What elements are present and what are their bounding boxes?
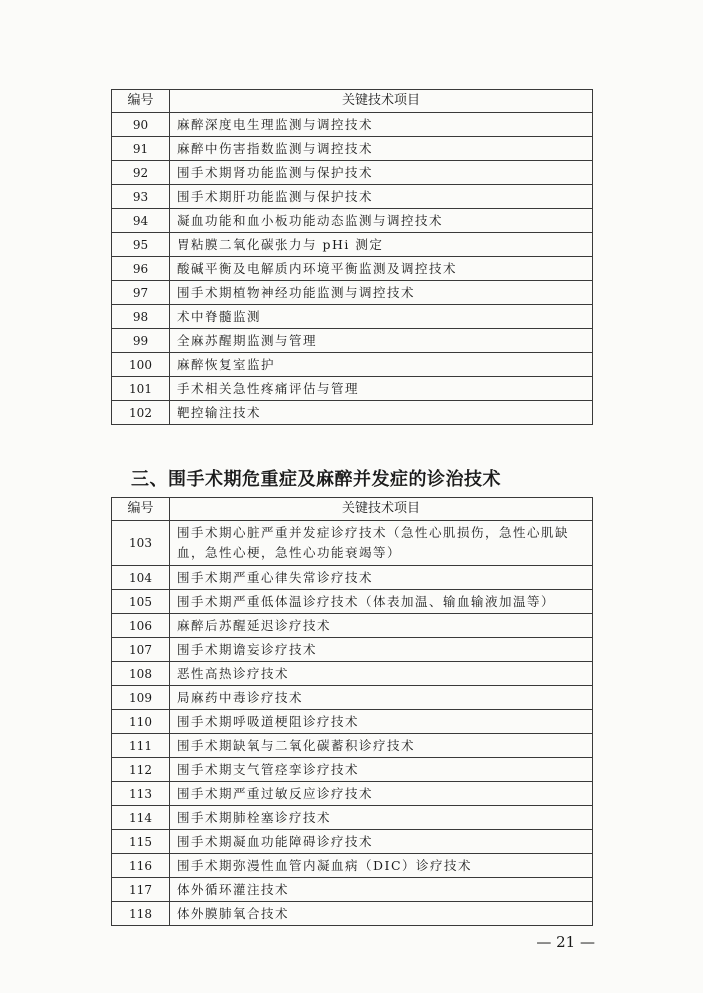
row-number: 93 [112, 185, 170, 209]
table-row [112, 686, 593, 710]
row-number: 92 [112, 161, 170, 185]
row-number: 109 [112, 686, 170, 710]
row-technology: 围手术期肺栓塞诊疗技术 [170, 806, 593, 830]
row-number: 99 [112, 329, 170, 353]
table-row [112, 161, 593, 185]
row-number: 113 [112, 782, 170, 806]
technology-table-1 [111, 89, 593, 425]
table-row [112, 782, 593, 806]
table-header-row [112, 90, 593, 113]
row-technology: 围手术期肝功能监测与保护技术 [170, 185, 593, 209]
table-row [112, 353, 593, 377]
column-header-technology: 关键技术项目 [170, 90, 593, 113]
table-row [112, 806, 593, 830]
table-row [112, 854, 593, 878]
row-technology: 酸碱平衡及电解质内环境平衡监测及调控技术 [170, 257, 593, 281]
table-row [112, 329, 593, 353]
row-technology: 围手术期缺氧与二氧化碳蓄积诊疗技术 [170, 734, 593, 758]
table-row [112, 281, 593, 305]
row-number: 110 [112, 710, 170, 734]
row-number: 116 [112, 854, 170, 878]
row-technology: 麻醉中伤害指数监测与调控技术 [170, 137, 593, 161]
row-technology: 围手术期谵妄诊疗技术 [170, 638, 593, 662]
row-technology: 围手术期呼吸道梗阻诊疗技术 [170, 710, 593, 734]
row-technology: 围手术期支气管痉挛诊疗技术 [170, 758, 593, 782]
row-number: 118 [112, 902, 170, 926]
row-technology: 围手术期植物神经功能监测与调控技术 [170, 281, 593, 305]
column-header-number: 编号 [112, 498, 170, 521]
table-header-row [112, 498, 593, 521]
row-number: 112 [112, 758, 170, 782]
table-row [112, 758, 593, 782]
row-number: 101 [112, 377, 170, 401]
table-row [112, 614, 593, 638]
column-header-number: 编号 [112, 90, 170, 113]
row-technology: 全麻苏醒期监测与管理 [170, 329, 593, 353]
table-row [112, 710, 593, 734]
table-row [112, 521, 593, 566]
row-number: 114 [112, 806, 170, 830]
table-row [112, 137, 593, 161]
table-row [112, 401, 593, 425]
row-technology: 体外膜肺氧合技术 [170, 902, 593, 926]
row-number: 104 [112, 566, 170, 590]
row-technology: 围手术期凝血功能障碍诊疗技术 [170, 830, 593, 854]
table-row [112, 902, 593, 926]
table-row [112, 638, 593, 662]
row-number: 115 [112, 830, 170, 854]
row-technology: 围手术期心脏严重并发症诊疗技术（急性心肌损伤，急性心肌缺血，急性心梗，急性心功能衰竭等） [170, 521, 593, 566]
technology-table-2 [111, 497, 593, 926]
table-row [112, 566, 593, 590]
row-number: 111 [112, 734, 170, 758]
table-row [112, 590, 593, 614]
table-row [112, 734, 593, 758]
column-header-technology: 关键技术项目 [170, 498, 593, 521]
row-technology: 麻醉恢复室监护 [170, 353, 593, 377]
row-number: 107 [112, 638, 170, 662]
row-number: 96 [112, 257, 170, 281]
table-row [112, 113, 593, 137]
row-number: 90 [112, 113, 170, 137]
row-technology: 围手术期肾功能监测与保护技术 [170, 161, 593, 185]
row-number: 105 [112, 590, 170, 614]
table-row [112, 377, 593, 401]
row-number: 102 [112, 401, 170, 425]
row-technology: 恶性高热诊疗技术 [170, 662, 593, 686]
table-row [112, 878, 593, 902]
row-number: 103 [112, 521, 170, 566]
row-technology: 凝血功能和血小板功能动态监测与调控技术 [170, 209, 593, 233]
page-number: — 21 — [536, 933, 595, 951]
row-technology: 围手术期弥漫性血管内凝血病（DIC）诊疗技术 [170, 854, 593, 878]
row-technology: 围手术期严重过敏反应诊疗技术 [170, 782, 593, 806]
row-technology: 胃粘膜二氧化碳张力与 pHi 测定 [170, 233, 593, 257]
row-technology: 手术相关急性疼痛评估与管理 [170, 377, 593, 401]
row-number: 98 [112, 305, 170, 329]
table-row [112, 257, 593, 281]
row-number: 108 [112, 662, 170, 686]
row-technology: 局麻药中毒诊疗技术 [170, 686, 593, 710]
row-number: 117 [112, 878, 170, 902]
row-technology: 靶控输注技术 [170, 401, 593, 425]
row-number: 106 [112, 614, 170, 638]
table-row [112, 185, 593, 209]
row-technology: 术中脊髓监测 [170, 305, 593, 329]
row-technology: 围手术期严重心律失常诊疗技术 [170, 566, 593, 590]
row-number: 95 [112, 233, 170, 257]
row-number: 100 [112, 353, 170, 377]
row-technology: 围手术期严重低体温诊疗技术（体表加温、输血输液加温等） [170, 590, 593, 614]
section-title: 三、围手术期危重症及麻醉并发症的诊治技术 [131, 469, 501, 490]
row-technology: 体外循环灌注技术 [170, 878, 593, 902]
row-number: 91 [112, 137, 170, 161]
table-row [112, 662, 593, 686]
table-row [112, 830, 593, 854]
table-row [112, 209, 593, 233]
row-number: 97 [112, 281, 170, 305]
row-number: 94 [112, 209, 170, 233]
table-row [112, 233, 593, 257]
table-row [112, 305, 593, 329]
row-technology: 麻醉深度电生理监测与调控技术 [170, 113, 593, 137]
row-technology: 麻醉后苏醒延迟诊疗技术 [170, 614, 593, 638]
